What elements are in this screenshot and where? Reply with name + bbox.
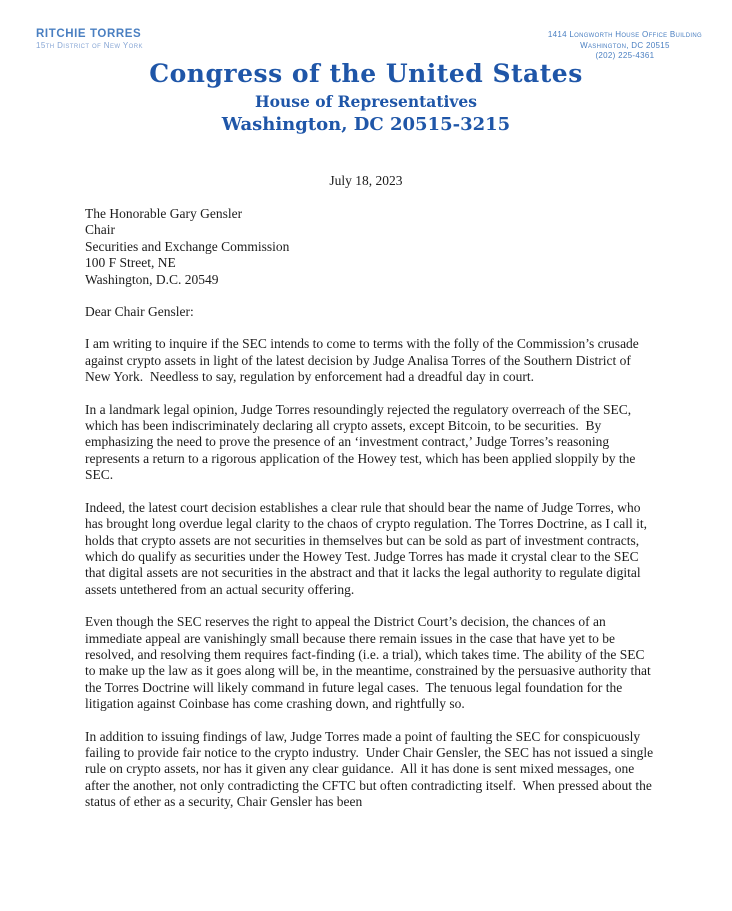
office-address-line1: 1414 Longworth House Office Building (547, 30, 702, 39)
letterhead-member-block (36, 28, 143, 50)
paragraph-4: Even though the SEC reserves the right to appeal the District Court’s decision, the chances of an immediate appeal are vanishingly small because there remain issues in the case that have yet to be resolved, and resolving them requires fact-finding (i.e. a trial), which takes time. The ability of the SEC to make up the law as it goes along will be, in the meantime, constrained by the persuasive authority that the Torres Doctrine will likely command in future legal cases. The tenuous legal foundation for the litigation against Coinbase has come crashing down, and rightfully so. (85, 614, 655, 712)
paragraph-5: In addition to issuing findings of law, Judge Torres made a point of faulting the SEC for conspicuously failing to provide fair notice to the crypto industry. Under Chair Gensler, the SEC has not issued a single rule on crypto assets, nor has it given any clear guidance. All it has done is sent mixed messages, one after the another, not only contradicting the CFTC but often contradicting itself. When pressed about the status of ether as a security, Chair Gensler has been (85, 728, 657, 810)
office-phone: (202) 225-4361 (595, 51, 655, 60)
letterhead-office-block (548, 30, 702, 62)
paragraph-1: I am writing to inquire if the SEC intends to come to terms with the folly of the Commission’s crusade against crypto assets in light of the latest decision by Judge Analisa Torres of the Southern District of New York. Needless to say, regulation by enforcement had a dreadful day in court. (85, 336, 643, 385)
member-district: 15th District of New York (36, 41, 143, 50)
letter-body (85, 206, 655, 811)
recipient-city: Washington, D.C. 20549 (85, 271, 219, 287)
office-address-line2: Washington, DC 20515 (580, 40, 670, 50)
congress-title: Congress of the United States (149, 59, 583, 88)
recipient-name: The Honorable Gary Gensler (85, 206, 243, 221)
recipient-organization: Securities and Exchange Commission (85, 238, 290, 254)
recipient-title: Chair (85, 222, 115, 238)
paragraph-2: In a landmark legal opinion, Judge Torres resoundingly rejected the regulatory overreach of the SEC, which has been indiscriminately declaring all crypto assets, except Bitcoin, to be securities. By emphasizing the need to prove the presence of an ‘investment contract,’ Judge Torres’s reasoning represents a return to a rigorous application of the Howey test, which has been applied sloppily by the SEC. (85, 401, 639, 483)
recipient-address-block (85, 206, 655, 288)
letter-date: July 18, 2023 (329, 173, 403, 188)
recipient-street: 100 F Street, NE (85, 255, 176, 271)
salutation: Dear Chair Gensler: (85, 304, 194, 320)
member-name: RITCHIE TORRES (36, 28, 142, 40)
chamber-title: House of Representatives (255, 92, 477, 111)
masthead-city-zip: Washington, DC 20515-3215 (221, 114, 511, 135)
letterhead-masthead (0, 60, 732, 136)
paragraph-3: Indeed, the latest court decision establishes a clear rule that should bear the name of Judge Torres, who has brought long overdue legal clarity to the chaos of crypto regulation. The Torres Doctrine, as I call it, holds that crypto assets are not securities in themselves but can be sold as part of investment contracts, which do qualify as securities under the Howey Test. Judge Torres has made it crystal clear to the SEC that digital assets are not securities in the abstract and that it lacks the legal authority to regulate digital assets untethered from an actual security offering. (85, 499, 651, 597)
